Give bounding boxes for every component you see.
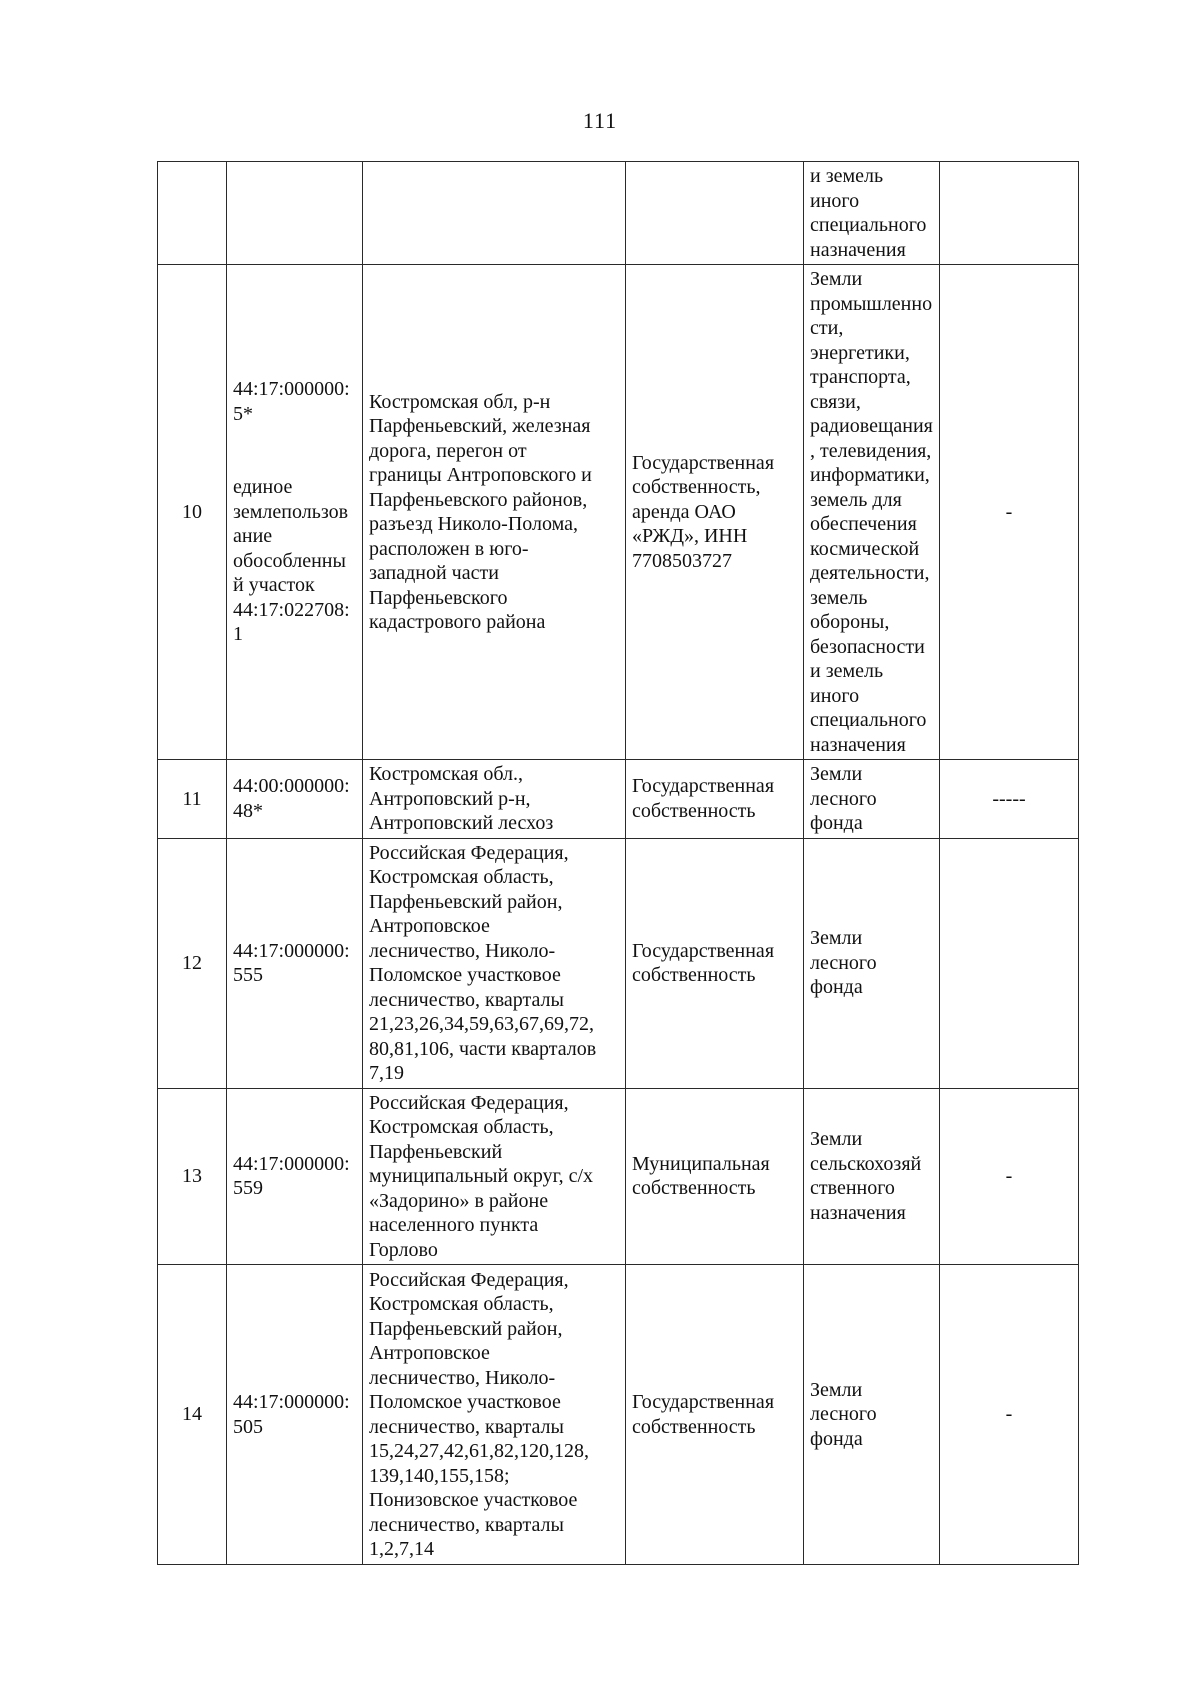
location-cell: Российская Федерация, Костромская область, Парфеньевский муниципальный округ, с/х «Задорино» в районе населенного пункта Горлово	[363, 1088, 626, 1265]
table-row	[158, 1088, 1079, 1265]
table-row	[158, 760, 1079, 839]
cadastral-number-cell	[227, 162, 363, 265]
cadastral-number-cell: 44:00:000000: 48*	[227, 760, 363, 839]
ownership-cell	[626, 162, 804, 265]
row-number-cell	[158, 162, 227, 265]
ownership-cell: Государственная собственность	[626, 1265, 804, 1565]
note-cell	[940, 838, 1079, 1088]
table-row	[158, 1265, 1079, 1565]
note-cell: -	[940, 265, 1079, 760]
note-cell: -	[940, 1265, 1079, 1565]
table-row	[158, 162, 1079, 265]
row-number-cell: 14	[158, 1265, 227, 1565]
table-row	[158, 265, 1079, 760]
table-row	[158, 838, 1079, 1088]
cadastral-number-cell: 44:17:000000: 5* единое землепользов ание обособленны й участок 44:17:022708: 1	[227, 265, 363, 760]
row-number-cell: 12	[158, 838, 227, 1088]
location-cell: Российская Федерация, Костромская область, Парфеньевский район, Антроповское лесничество, Николо- Поломское участковое лесничество, кварталы 21,23,26,34,59,63,67,69,72, 80,81,106, части кварталов 7,19	[363, 838, 626, 1088]
ownership-cell: Государственная собственность	[626, 760, 804, 839]
note-cell	[940, 162, 1079, 265]
ownership-cell: Государственная собственность	[626, 838, 804, 1088]
cadastral-number-cell: 44:17:000000: 505	[227, 1265, 363, 1565]
note-cell: -----	[940, 760, 1079, 839]
land-category-cell: Земли сельскохозяй ственного назначения	[804, 1088, 940, 1265]
land-registry-table	[157, 161, 1079, 1565]
land-category-cell: и земель иного специального назначения	[804, 162, 940, 265]
location-cell: Костромская обл., Антроповский р-н, Антроповский лесхоз	[363, 760, 626, 839]
note-cell: -	[940, 1088, 1079, 1265]
ownership-cell: Государственная собственность, аренда ОАО «РЖД», ИНН 7708503727	[626, 265, 804, 760]
page-number: 111	[582, 108, 618, 133]
location-cell: Российская Федерация, Костромская область, Парфеньевский район, Антроповское лесничество, Николо- Поломское участковое лесничество, кварталы 15,24,27,42,61,82,120,128, 139,140,155,158; Понизовское участковое лесничество, кварталы 1,2,7,14	[363, 1265, 626, 1565]
row-number-cell: 13	[158, 1088, 227, 1265]
land-category-cell: Земли лесного фонда	[804, 760, 940, 839]
ownership-cell: Муниципальная собственность	[626, 1088, 804, 1265]
row-number-cell: 11	[158, 760, 227, 839]
cadastral-number-cell: 44:17:000000: 555	[227, 838, 363, 1088]
location-cell	[363, 162, 626, 265]
land-category-cell: Земли лесного фонда	[804, 1265, 940, 1565]
location-cell: Костромская обл, р-н Парфеньевский, железная дорога, перегон от границы Антроповского и Парфеньевского районов, разъезд Николо-Полома, расположен в юго- западной части Парфеньевского кадастрового района	[363, 265, 626, 760]
land-category-cell: Земли лесного фонда	[804, 838, 940, 1088]
row-number-cell: 10	[158, 265, 227, 760]
cadastral-number-cell: 44:17:000000: 559	[227, 1088, 363, 1265]
land-category-cell: Земли промышленно сти, энергетики, транспорта, связи, радиовещания , телевидения, информатики, земель для обеспечения космической деятельности, земель обороны, безопасности и земель иного специального назначения	[804, 265, 940, 760]
